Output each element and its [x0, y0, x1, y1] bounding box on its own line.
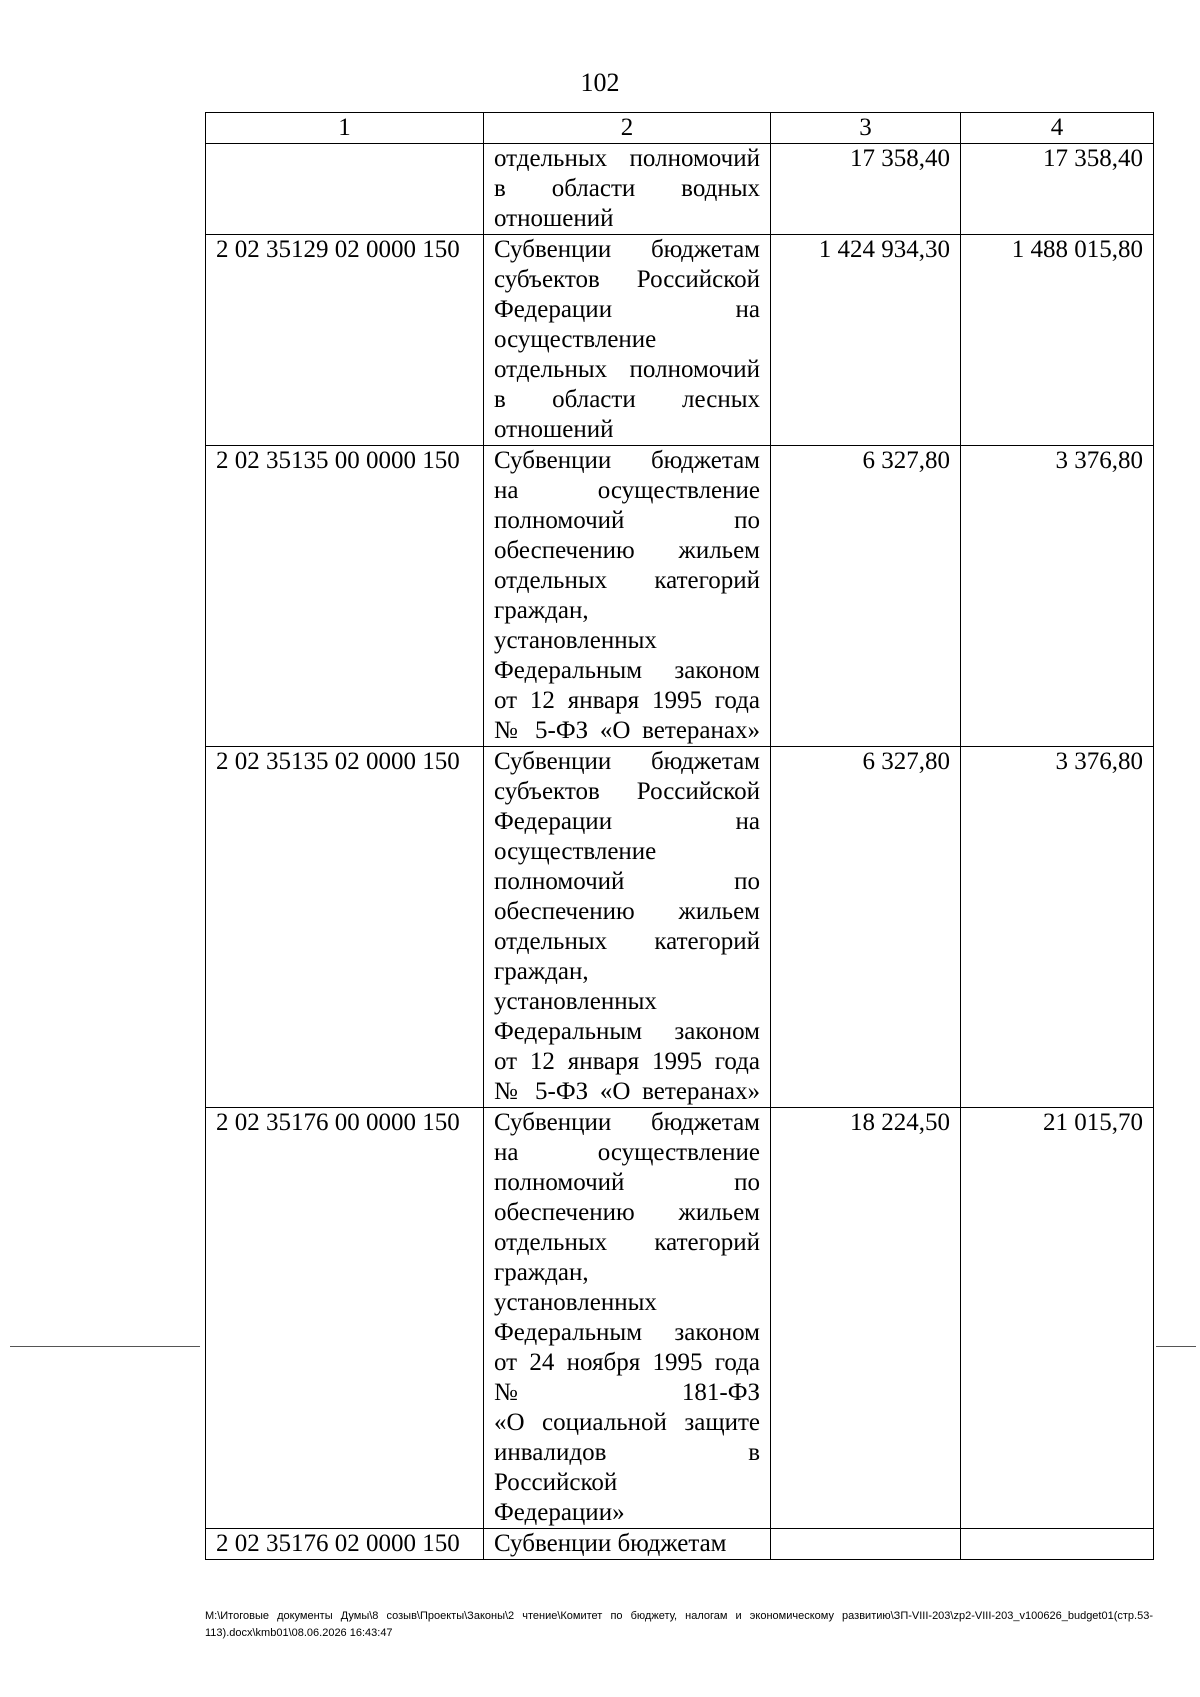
table-row	[206, 235, 1154, 446]
description-line: обеспечению жильем	[494, 898, 760, 925]
description-line: на осуществление	[494, 477, 760, 504]
amount-year-1-cell: 6 327,80	[771, 446, 961, 747]
amount-year-2-cell: 17 358,40	[961, 144, 1154, 235]
table-row	[206, 1529, 1154, 1560]
description-cell	[484, 747, 771, 1108]
description-line: отношений	[494, 205, 614, 232]
description-line: Субвенции бюджетам	[494, 236, 760, 263]
description-line: осуществление	[494, 326, 657, 353]
amount-year-1-cell: 6 327,80	[771, 747, 961, 1108]
table-row	[206, 144, 1154, 235]
amount-year-2-cell: 3 376,80	[961, 446, 1154, 747]
budget-code-cell	[206, 144, 484, 235]
description-line: Федеральным законом	[494, 657, 760, 684]
description-line: установленных	[494, 988, 657, 1015]
description-line: № 181-ФЗ	[494, 1379, 760, 1406]
description-line: полномочий по	[494, 868, 760, 895]
description-line: граждан,	[494, 1259, 589, 1286]
column-header-4: 4	[961, 113, 1154, 144]
description-line: инвалидов в	[494, 1439, 760, 1466]
amount-year-2-cell: 1 488 015,80	[961, 235, 1154, 446]
description-line: полномочий по	[494, 507, 760, 534]
column-header-1: 1	[206, 113, 484, 144]
amount-year-2-cell: 21 015,70	[961, 1108, 1154, 1529]
description-line: обеспечению жильем	[494, 537, 760, 564]
description-line: полномочий по	[494, 1169, 760, 1196]
description-line: Федерации на	[494, 296, 760, 323]
description-line: № 5-ФЗ «О ветеранах»	[494, 717, 760, 744]
description-line: отдельных категорий	[494, 567, 760, 594]
budget-table	[205, 112, 1154, 1560]
description-line: Субвенции бюджетам	[494, 748, 760, 775]
description-cell	[484, 446, 771, 747]
description-line: субъектов Российской	[494, 778, 760, 805]
column-header-3: 3	[771, 113, 961, 144]
description-line: на осуществление	[494, 1139, 760, 1166]
description-cell	[484, 235, 771, 446]
description-line: Субвенции бюджетам	[494, 447, 760, 474]
description-line: Субвенции бюджетам	[494, 1530, 727, 1557]
description-line: субъектов Российской	[494, 266, 760, 293]
table-row	[206, 446, 1154, 747]
description-cell	[484, 1529, 771, 1560]
amount-year-2-cell: 3 376,80	[961, 747, 1154, 1108]
description-line: от 12 января 1995 года	[494, 1048, 760, 1075]
budget-code-cell: 2 02 35135 00 0000 150	[206, 446, 484, 747]
description-line: от 24 ноября 1995 года	[494, 1349, 760, 1376]
description-line: в области лесных	[494, 386, 760, 413]
description-line: отдельных категорий	[494, 1229, 760, 1256]
header-row	[206, 113, 1154, 144]
description-line: граждан,	[494, 597, 589, 624]
amount-year-1-cell	[771, 1529, 961, 1560]
description-line: Федерации на	[494, 808, 760, 835]
page-number: 102	[580, 68, 620, 97]
budget-code-cell: 2 02 35129 02 0000 150	[206, 235, 484, 446]
description-line: осуществление	[494, 838, 657, 865]
description-line: в области водных	[494, 175, 760, 202]
table-row	[206, 747, 1154, 1108]
description-line: обеспечению жильем	[494, 1199, 760, 1226]
amount-year-1-cell: 1 424 934,30	[771, 235, 961, 446]
budget-code-cell: 2 02 35135 02 0000 150	[206, 747, 484, 1108]
description-line: Российской	[494, 1469, 618, 1496]
description-line: Федеральным законом	[494, 1018, 760, 1045]
description-line: «О социальной защите	[494, 1409, 760, 1436]
description-line: Субвенции бюджетам	[494, 1109, 760, 1136]
amount-year-1-cell: 17 358,40	[771, 144, 961, 235]
description-line: отдельных полномочий	[494, 356, 760, 383]
column-header-2: 2	[484, 113, 771, 144]
description-line: граждан,	[494, 958, 589, 985]
budget-code-cell: 2 02 35176 02 0000 150	[206, 1529, 484, 1560]
description-line: от 12 января 1995 года	[494, 687, 760, 714]
description-line: отношений	[494, 416, 614, 443]
description-line: Федерации»	[494, 1499, 625, 1526]
description-cell	[484, 144, 771, 235]
budget-code-cell: 2 02 35176 00 0000 150	[206, 1108, 484, 1529]
table-row	[206, 1108, 1154, 1529]
file-path-footer: M:\Итоговые документы Думы\8 созыв\Проекты\Законы\2 чтение\Комитет по бюджету, налогам и экономическому развитию\ЗП-VIII-203\zp2-VIII-203_v100626_budget01(стр.53-113).docx\kmb01\08.06.2026 16:43:47	[205, 1610, 1153, 1639]
description-line: отдельных полномочий	[494, 145, 760, 172]
description-line: установленных	[494, 627, 657, 654]
scan-artifact-line-right	[1156, 1346, 1196, 1347]
scan-artifact-line-left	[10, 1346, 200, 1347]
amount-year-1-cell: 18 224,50	[771, 1108, 961, 1529]
description-line: отдельных категорий	[494, 928, 760, 955]
description-line: Федеральным законом	[494, 1319, 760, 1346]
description-cell	[484, 1108, 771, 1529]
description-line: установленных	[494, 1289, 657, 1316]
description-line: № 5-ФЗ «О ветеранах»	[494, 1078, 760, 1105]
amount-year-2-cell	[961, 1529, 1154, 1560]
